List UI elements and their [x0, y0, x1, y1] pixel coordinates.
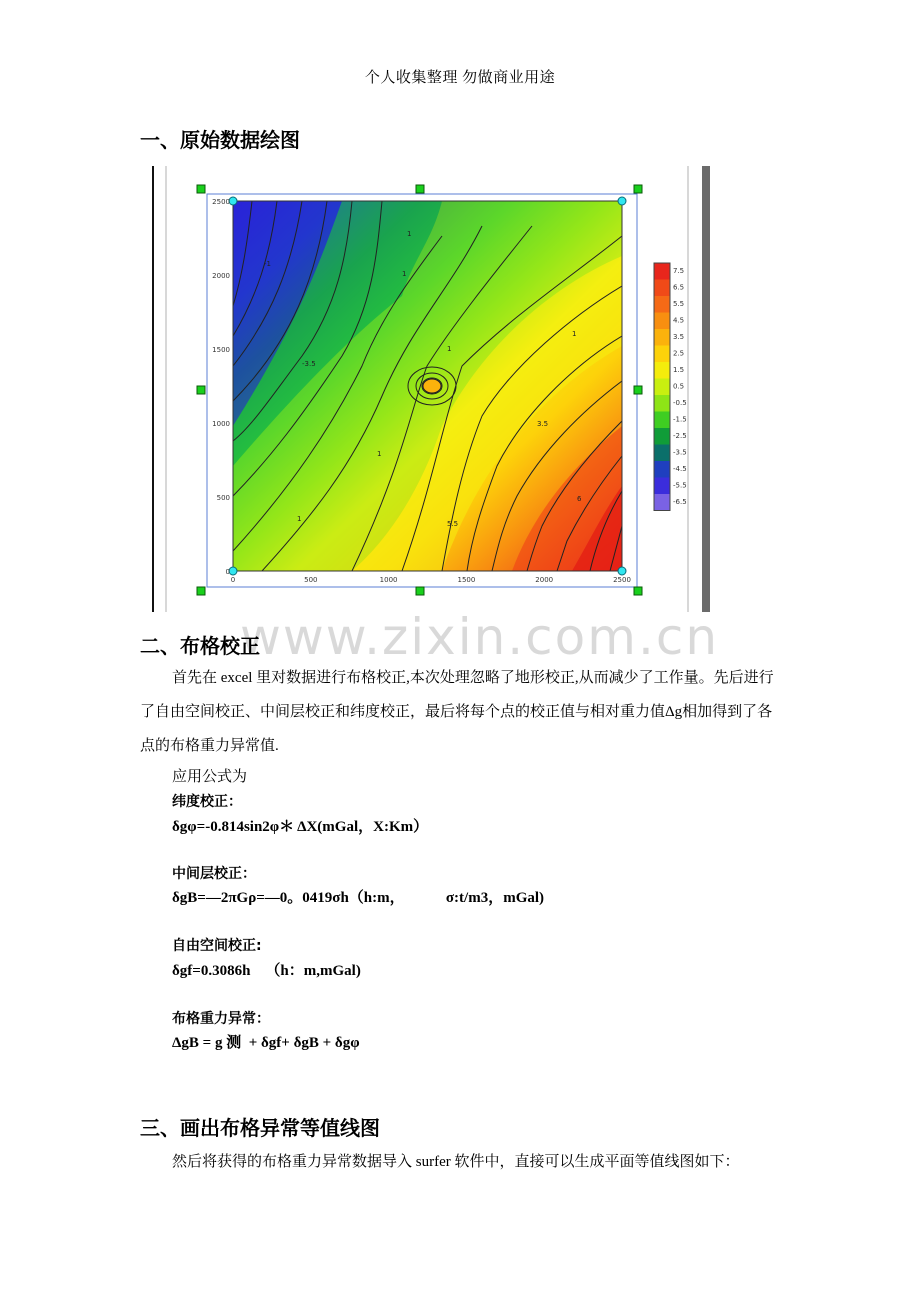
- formula-intro: 应用公式为: [172, 769, 248, 785]
- latitude-correction-title: 纬度校正：: [172, 794, 242, 810]
- contour-label: -3.5: [302, 360, 316, 368]
- middle-layer-correction-title: 中间层校正：: [172, 866, 256, 882]
- colorbar-tick-label: -0.5: [673, 399, 687, 407]
- contour-map-svg: [152, 166, 712, 612]
- y-tick-label: 0: [225, 568, 230, 576]
- colorbar-swatch: [654, 379, 670, 396]
- colorbar-tick-label: -4.5: [673, 465, 687, 473]
- x-tick-label: 2500: [613, 576, 631, 584]
- middle-layer-correction-formula: δgB=—2πGρ=—0。0419σh（h:m， σ:t/m3，mGal): [172, 890, 545, 906]
- x-tick-label: 500: [304, 576, 318, 584]
- colorbar-tick-label: 2.5: [673, 349, 685, 358]
- x-tick-label: 2000: [535, 576, 554, 584]
- colorbar-swatch: [654, 346, 670, 363]
- free-air-correction-formula: δgf=0.3086h （h：m,mGal): [172, 963, 361, 979]
- section2-title: 二、布格校正: [140, 634, 260, 658]
- colorbar-swatch: [654, 478, 670, 495]
- colorbar-swatch: [654, 296, 670, 313]
- watermark: www.zixin.com.cn: [240, 608, 720, 666]
- colorbar-swatch: [654, 428, 670, 445]
- contour-label: 1: [297, 515, 302, 523]
- y-tick-label: 500: [216, 494, 230, 502]
- y-tick-label: 2000: [212, 272, 230, 280]
- colorbar-swatch: [654, 395, 670, 412]
- right-frame-bar: [702, 166, 710, 612]
- contour-label: 1: [407, 230, 412, 238]
- colorbar-swatch: [654, 263, 670, 280]
- section2-paragraph: 首先在 excel 里对数据进行布格校正,本次处理忽略了地形校正,从而减少了工作量。先后进行了自由空间校正、中间层校正和纬度校正，最后将每个点的校正值与相对重力值Δg相加得到了各点的布格重力异常值.: [140, 670, 774, 754]
- x-tick-label: 0: [230, 576, 236, 584]
- contour-figure: [152, 166, 712, 612]
- free-air-correction-title: 自由空间校正:: [172, 938, 262, 954]
- colorbar-tick-label: -1.5: [673, 415, 687, 424]
- colorbar-tick-label: -5.5: [673, 481, 687, 490]
- bouguer-anomaly-title: 布格重力异常：: [172, 1011, 270, 1027]
- colorbar-tick-label: 1.5: [673, 366, 685, 374]
- contour-label: 6: [577, 495, 582, 503]
- colorbar-tick-label: 7.5: [673, 267, 685, 275]
- latitude-correction-formula: δgφ=-0.814sin2φ＊ ΔX(mGal，X:Km）: [172, 819, 429, 835]
- y-tick-label: 1000: [212, 420, 230, 428]
- section1-title: 一、原始数据绘图: [140, 128, 300, 152]
- section3-paragraph: 然后将获得的布格重力异常数据导入 surfer 软件中，直接可以生成平面等值线图如下：: [172, 1154, 740, 1170]
- colorbar-swatch: [654, 313, 670, 330]
- contour-label: 1: [572, 330, 577, 338]
- y-tick-label: 1500: [212, 346, 230, 354]
- colorbar-tick-label: -3.5: [673, 448, 687, 457]
- contour-field: [233, 201, 622, 571]
- colorbar-swatch: [654, 280, 670, 297]
- colorbar-tick-label: -2.5: [673, 432, 687, 440]
- bouguer-anomaly-formula: ΔgB = g 测 + δgf+ δgB + δgφ: [172, 1035, 360, 1051]
- colorbar-tick-label: 6.5: [673, 283, 685, 292]
- colorbar-swatch: [654, 461, 670, 478]
- contour-label: 1: [447, 345, 452, 353]
- section3-title: 三、画出布格异常等值线图: [140, 1116, 380, 1140]
- colorbar-tick-label: 4.5: [673, 316, 685, 325]
- contour-label: 1: [377, 450, 382, 458]
- colorbar-swatch: [654, 412, 670, 429]
- colorbar-swatch: [654, 362, 670, 379]
- y-tick-label: 2500: [212, 198, 230, 206]
- x-tick-label: 1000: [379, 576, 398, 584]
- contour-label: 5.5: [447, 520, 459, 528]
- colorbar-swatch: [654, 329, 670, 346]
- contour-label: 3.5: [537, 420, 549, 428]
- colorbar-tick-label: 0.5: [673, 382, 685, 391]
- contour-label: -1: [264, 260, 271, 268]
- colorbar-tick-label: 5.5: [673, 300, 685, 308]
- colorbar-swatch: [654, 445, 670, 462]
- colorbar-tick-label: -6.5: [673, 498, 687, 506]
- contour-label: 1: [402, 270, 407, 278]
- header-note: 个人收集整理 勿做商业用途: [364, 70, 556, 86]
- x-tick-label: 1500: [457, 576, 476, 584]
- colorbar-tick-label: 3.5: [673, 333, 685, 341]
- colorbar-swatch: [654, 494, 670, 511]
